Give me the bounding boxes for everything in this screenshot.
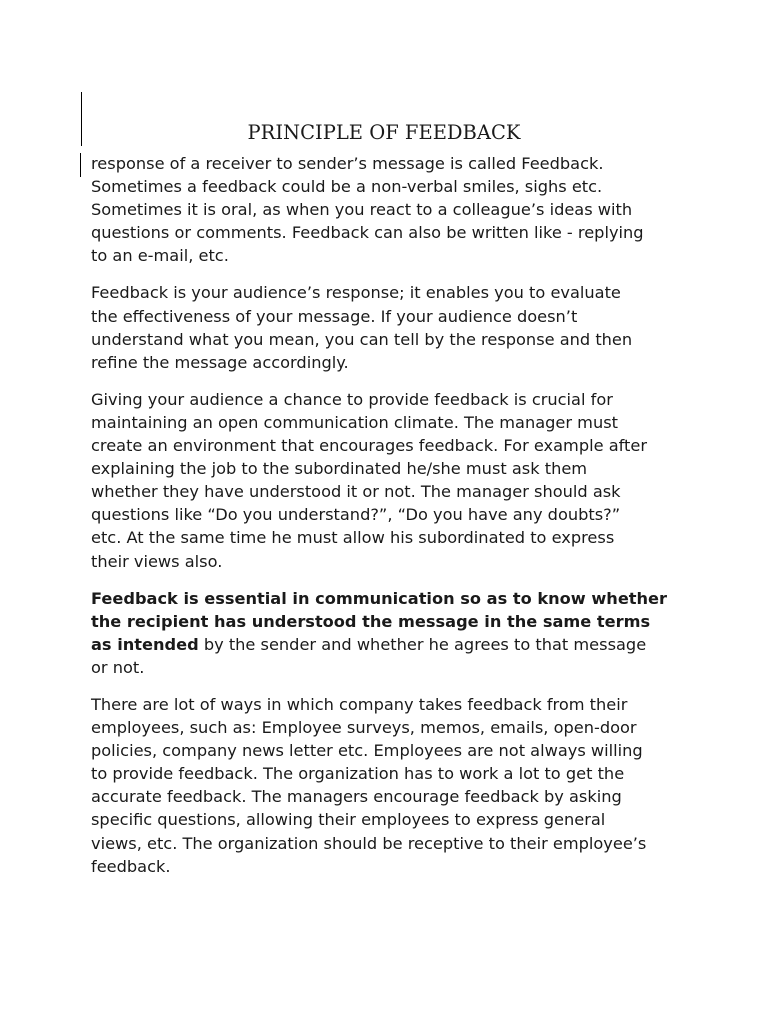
text-line: understand what you mean, you can tell by the response and then xyxy=(91,329,633,349)
text-line: to an e-mail, etc. xyxy=(91,246,229,266)
text-line: There are lot of ways in which company takes feedback from their xyxy=(91,694,628,714)
paragraph-feedback-essential xyxy=(91,587,691,679)
paragraph-giving-feedback xyxy=(91,388,691,573)
text-line: accurate feedback. The managers encourage feedback by asking xyxy=(91,787,622,807)
text-line: or not. xyxy=(91,657,145,677)
document-title: PRINCIPLE OF FEEDBACK xyxy=(247,121,521,144)
text-line: the effectiveness of your message. If your audience doesn’t xyxy=(91,306,578,326)
text-line: Giving your audience a chance to provide feedback is crucial for xyxy=(91,389,613,409)
paragraph-audience-response xyxy=(91,281,691,373)
text-line: maintaining an open communication climate. The manager must xyxy=(91,412,618,432)
text-cursor xyxy=(80,153,81,177)
text-line: etc. At the same time he must allow his subordinated to express xyxy=(91,528,615,548)
text-fragment: by the sender and whether he agrees to that message xyxy=(198,634,647,654)
text-line: to provide feedback. The organization has to work a lot to get the xyxy=(91,764,625,784)
bold-text-line: Feedback is essential in communication so as to know whether xyxy=(91,588,668,608)
text-line: create an environment that encourages feedback. For example after xyxy=(91,436,647,456)
text-line: policies, company news letter etc. Employees are not always willing xyxy=(91,741,643,761)
text-line: specific questions, allowing their employees to express general xyxy=(91,810,606,830)
text-line: views, etc. The organization should be receptive to their employee’s xyxy=(91,833,647,853)
text-line: questions like “Do you understand?”, “Do you have any doubts?” xyxy=(91,505,621,525)
text-line: Feedback is your audience’s response; it enables you to evaluate xyxy=(91,283,621,303)
document-body xyxy=(91,152,691,878)
text-line: whether they have understood it or not. The manager should ask xyxy=(91,482,621,502)
text-line: employees, such as: Employee surveys, memos, emails, open-door xyxy=(91,718,637,738)
text-line: explaining the job to the subordinated he/she must ask them xyxy=(91,459,588,479)
text-line: Sometimes a feedback could be a non-verbal smiles, sighs etc. xyxy=(91,177,603,197)
text-line: feedback. xyxy=(91,856,171,876)
text-line: refine the message accordingly. xyxy=(91,352,349,372)
text-line: response of a receiver to sender’s message is called Feedback. xyxy=(91,154,604,173)
text-line: questions or comments. Feedback can also be written like - replying xyxy=(91,223,644,243)
text-line: their views also. xyxy=(91,551,223,571)
paragraph-company-feedback xyxy=(91,693,691,878)
text-line: Sometimes it is oral, as when you react to a colleague’s ideas with xyxy=(91,200,633,220)
bold-text-line: the recipient has understood the message in the same terms xyxy=(91,611,651,631)
paragraph-response xyxy=(91,152,691,267)
bold-text-fragment: as intended xyxy=(91,634,199,654)
